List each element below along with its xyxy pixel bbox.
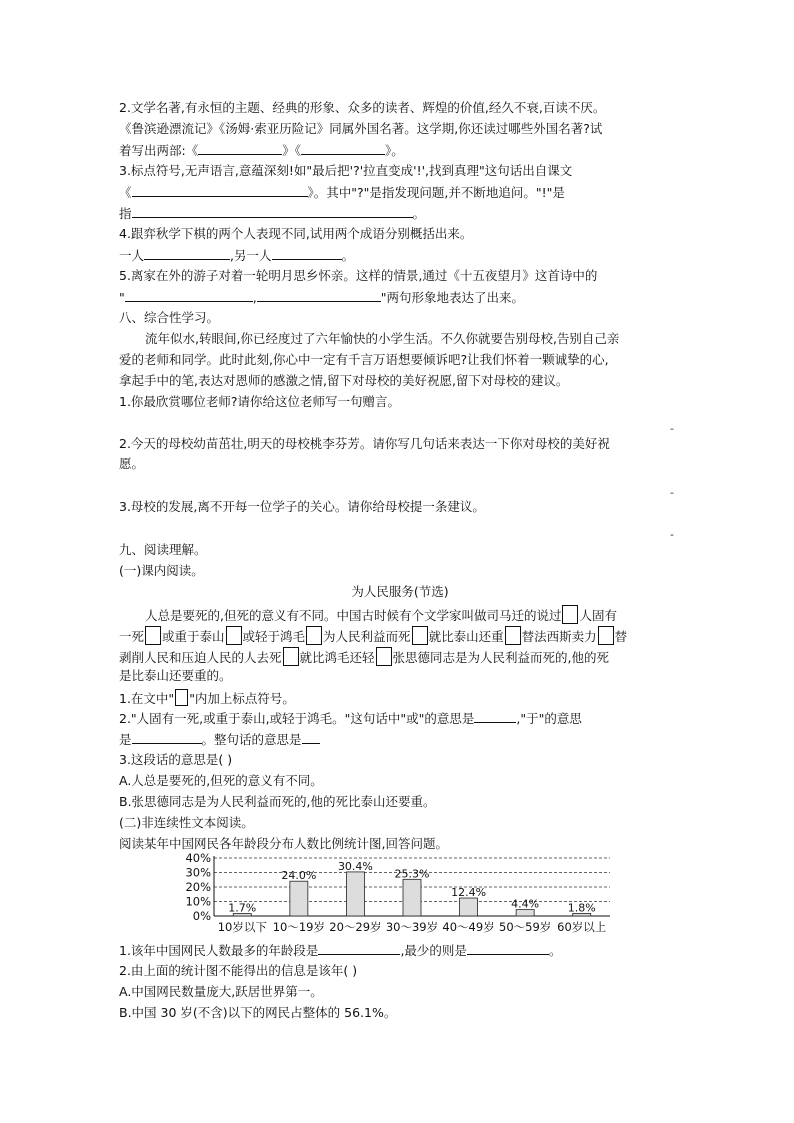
punctuation-box-3[interactable]: [226, 626, 242, 645]
q2-literature-line3: 着写出两部:《 》《 》。: [119, 143, 404, 158]
exclamation-meaning-blank[interactable]: [132, 205, 413, 218]
reading-q3-option-b[interactable]: B.张思德同志是为人民利益而死的,他的死比泰山还要重。: [119, 794, 436, 809]
section8-title: 八、综合性学习。: [119, 310, 220, 325]
punctuation-box-5[interactable]: [412, 626, 428, 645]
punctuation-box-6[interactable]: [505, 626, 521, 645]
passage-line3: 剥削人民和压迫人民的人去死 就比鸿毛还轻 张思德同志是为人民利益而死的,他的死: [119, 647, 681, 666]
reading-q2-line1: 2."人固有一死,或重于泰山,或轻于鸿毛。"这句话中"或"的意思是 ,"于"的意思: [119, 711, 582, 726]
q3-punctuation-line1: 3.标点符号,无声语言,意蕴深刻!如"最后把'?'拉直变成'!',找到真理"这句话出自课文: [119, 163, 573, 178]
chart-q2-option-a[interactable]: A.中国网民数量庞大,跃居世界第一。: [119, 984, 323, 999]
section8-para-line3: 拿起手中的笔,表达对恩师的感激之情,留下对母校的美好祝愿,留下对母校的建议。: [119, 373, 569, 388]
passage-title: 为人民服务(节选): [351, 584, 449, 599]
reading-q2-line2: 是 。整句话的意思是: [119, 731, 681, 748]
x-tick-label: 50～59岁: [499, 920, 552, 934]
yu-meaning-blank[interactable]: [132, 731, 202, 744]
answer-line-mark-1: -: [670, 422, 674, 435]
bar-value-label: 24.0%: [281, 869, 317, 883]
punctuation-box-2[interactable]: [145, 626, 161, 645]
x-tick-label: 10～19岁: [272, 920, 325, 934]
y-tick-label: 20%: [185, 880, 211, 894]
y-tick-label: 30%: [185, 865, 211, 880]
least-age-blank[interactable]: [467, 942, 549, 955]
section8-para-line1: 流年似水,转眼间,你已经度过了六年愉快的小学生活。不久你就要告别母校,告别自己亲: [145, 331, 620, 346]
idiom-blank-1[interactable]: [144, 247, 230, 260]
bar-value-label: 1.7%: [228, 901, 257, 915]
punctuation-box-1[interactable]: [562, 605, 578, 624]
punctuation-box-7[interactable]: [598, 626, 614, 645]
part2-intro: 阅读某年中国网民各年龄段分布人数比例统计图,回答问题。: [119, 836, 448, 851]
bar-value-label: 4.4%: [511, 897, 540, 911]
q4-chess-line1: 4.跟弈秋学下棋的两个人表现不同,试用两个成语分别概括出来。: [119, 226, 473, 241]
lesson-title-blank[interactable]: [132, 184, 308, 197]
bar-value-label: 12.4%: [451, 886, 487, 900]
huo-meaning-blank[interactable]: [474, 710, 516, 723]
section8-q1: 1.你最欣赏哪位老师?请你给这位老师写一句赠言。: [119, 394, 401, 409]
q5-poem-line2: " , "两句形象地表达了出来。: [119, 290, 524, 305]
q3-punctuation-line2: 《 》。其中"?"是指发现问题,并不断地追问。"!"是: [119, 185, 565, 200]
reading-q1: 1.在文中" "内加上标点符号。: [119, 691, 295, 706]
q2-literature-line2: 《鲁滨逊漂流记》《汤姆·索亚历险记》同属外国名著。这学期,你还读过哪些外国名著?试: [119, 121, 603, 136]
most-age-blank[interactable]: [318, 942, 400, 955]
x-tick-label: 20～29岁: [329, 920, 382, 934]
poem-line-blank-2[interactable]: [257, 289, 381, 302]
section8-q2-line2: 愿。: [119, 456, 145, 471]
x-tick-label: 30～39岁: [385, 920, 439, 934]
book-blank-2[interactable]: [301, 142, 385, 155]
x-tick-label: 40～49岁: [442, 920, 495, 934]
part2-title: (二)非连续性文本阅读。: [119, 815, 254, 830]
bar: [403, 879, 421, 916]
book-blank-1[interactable]: [198, 142, 282, 155]
passage-line4: 是比泰山还要重的。: [119, 668, 232, 683]
part1-title: (一)课内阅读。: [119, 563, 204, 578]
q2-literature-line1: 2.文学名著,有永恒的主题、经典的形象、众多的读者、辉煌的价值,经久不衰,百读不厌。: [119, 100, 606, 115]
bar: [346, 872, 364, 916]
chart-q1: 1.该年中国网民人数最多的年龄段是 ,最少的则是 。: [119, 943, 562, 958]
bar: [290, 881, 308, 916]
answer-line-mark-3: -: [670, 528, 674, 541]
y-tick-label: 0%: [192, 909, 211, 923]
netizen-age-bar-chart: [182, 848, 622, 940]
reading-q3-option-a[interactable]: A.人总是要死的,但死的意义有不同。: [119, 773, 323, 788]
section8-para-line2: 爱的老师和同学。此时此刻,你心中一定有千言万语想要倾诉吧?让我们怀着一颗诚挚的心,: [119, 352, 609, 367]
section8-q3: 3.母校的发展,离不开每一位学子的关心。请你给母校提一条建议。: [119, 499, 485, 514]
section8-q2-line1: 2.今天的母校幼苗茁壮,明天的母校桃李芬芳。请你写几句话来表达一下你对母校的美好祝: [119, 436, 610, 451]
x-tick-label: 10岁以下: [217, 920, 267, 934]
answer-line-mark-2: -: [670, 486, 674, 499]
chart-q2-option-b[interactable]: B.中国 30 岁(不含)以下的网民占整体的 56.1%。: [119, 1005, 397, 1020]
y-tick-label: 40%: [185, 851, 211, 865]
q3-punctuation-line3: 指 。: [119, 206, 426, 221]
y-tick-label: 10%: [185, 894, 211, 909]
punctuation-box-icon: [175, 689, 188, 706]
x-tick-label: 60岁以上: [557, 920, 607, 934]
q5-poem-line1: 5.离家在外的游子对着一轮明月思乡怀亲。这样的情景,通过《十五夜望月》这首诗中的: [119, 268, 598, 283]
bar-value-label: 30.4%: [337, 859, 373, 873]
punctuation-box-9[interactable]: [376, 647, 392, 666]
sentence-meaning-blank[interactable]: [302, 731, 320, 744]
passage-line2: 一死 或重于泰山 或轻于鸿毛 为人民利益而死 就比泰山还重 替法西斯卖力 替: [119, 626, 681, 645]
bar-value-label: 1.8%: [567, 901, 596, 915]
punctuation-box-4[interactable]: [306, 626, 322, 645]
section9-title: 九、阅读理解。: [119, 542, 207, 557]
bar: [460, 898, 478, 916]
idiom-blank-2[interactable]: [272, 247, 342, 260]
poem-line-blank-1[interactable]: [125, 289, 253, 302]
bar-value-label: 25.3%: [394, 867, 430, 881]
punctuation-box-8[interactable]: [283, 647, 299, 666]
chart-q2: 2.由上面的统计图不能得出的信息是该年( ): [119, 963, 358, 978]
passage-line1: 人总是要死的,但死的意义有不同。中国古时候有个文学家叫做司马迁的说过 人固有: [119, 605, 681, 624]
q4-chess-line2: 一人 ,另一人 。: [119, 248, 355, 263]
reading-q3: 3.这段话的意思是( ): [119, 752, 233, 767]
